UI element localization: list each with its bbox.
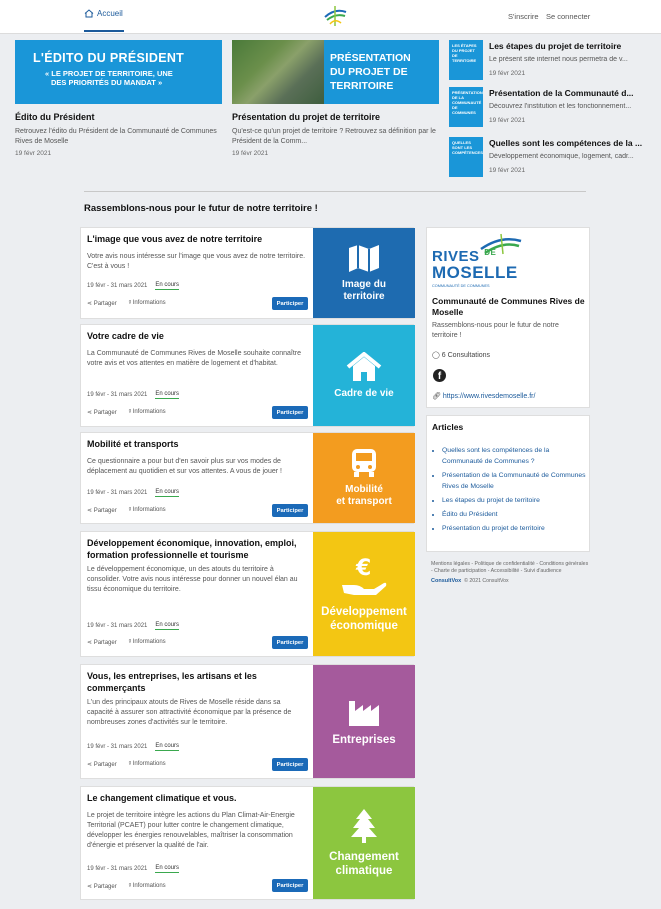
community-panel — [426, 227, 590, 408]
presentation-banner[interactable] — [232, 40, 439, 104]
consultation-card[interactable] — [80, 324, 414, 427]
lightbulb-icon: ᵍ — [128, 639, 133, 645]
featured-title[interactable]: Présentation du projet de territoire — [232, 112, 381, 122]
brand-logo[interactable]: ConsultVox — [431, 578, 462, 584]
share-icon: ⋖ — [87, 640, 94, 646]
login-link[interactable]: Se connecter — [546, 12, 591, 21]
article-desc: Découvrez l'institution et les fonctionnement... — [489, 103, 632, 110]
consultation-title[interactable]: Vous, les entreprises, les artisans et les commerçants — [87, 671, 257, 693]
bus-icon — [350, 448, 378, 478]
article-link[interactable]: • Présentation de la Communauté de Communes Rives de Moselle — [442, 470, 586, 492]
info-link[interactable] — [129, 409, 166, 416]
house-icon — [345, 352, 383, 382]
share-link[interactable] — [87, 639, 117, 646]
article-thumbnail[interactable]: PRÉSENTATION DE LA COMMUNAUTÉ DE COMMUNES — [449, 87, 483, 127]
article-link[interactable]: • Quelles sont les compétences de la Communauté de Communes ? — [442, 445, 586, 467]
banner-text: « LE PROJET DE TERRITOIRE, UNE — [45, 69, 173, 78]
article-date: 19 févr 2021 — [489, 70, 526, 77]
article-link[interactable]: • Présentation du projet de territoire — [442, 523, 586, 534]
nav-active-indicator — [84, 30, 124, 32]
participate-button[interactable]: Participer — [272, 406, 308, 419]
tile-line: climatique — [335, 865, 393, 877]
section-title: Rassemblons-nous pour le futur de notre territoire ! — [84, 203, 318, 214]
consultation-desc: Le projet de territoire intègre les actions du Plan Climat-Air-Energie Territorial (PCAET) pour lutter contre le changement climatique, développer les énergies renouvelables, maîtriser la consommation d'énergie et préserver la qualité de l'air. — [87, 811, 295, 849]
consultation-card[interactable] — [80, 664, 414, 779]
article-link[interactable]: • Édito du Président — [442, 509, 586, 520]
page-footer — [431, 561, 591, 585]
tree-icon — [350, 808, 378, 844]
share-link[interactable] — [87, 300, 117, 307]
facebook-icon[interactable]: f — [433, 369, 446, 382]
consultation-meta — [87, 622, 179, 630]
article-desc: Le présent site internet nous permetra de v... — [489, 56, 628, 63]
consultation-desc: Le développement économique, un des atouts du territoire à consolider. Votre avis nous intéresse pour donner un nouvel élan au tissu économique du territoire. — [87, 566, 298, 593]
banner-text: DES PRIORITÉS DU MANDAT » — [51, 78, 163, 87]
tile-label — [332, 733, 395, 747]
link-icon: 🔗︎ — [432, 393, 443, 400]
consultation-meta — [87, 282, 179, 290]
status-badge: En cours — [155, 282, 180, 288]
share-link[interactable] — [87, 507, 117, 514]
tile-label — [336, 484, 392, 508]
share-label: Partager — [93, 884, 117, 890]
lightbulb-icon: ᵍ — [128, 761, 133, 767]
articles-heading: Articles — [432, 422, 464, 432]
participate-button[interactable]: Participer — [272, 636, 308, 649]
info-label: Informations — [132, 409, 166, 415]
consultation-tile[interactable] — [313, 787, 415, 899]
euro-hand-icon — [340, 555, 388, 599]
svg-text:€: € — [356, 556, 372, 581]
website-label: https://www.rivesdemoselle.fr/ — [442, 393, 536, 400]
share-icon: ⋖ — [87, 508, 94, 514]
home-icon — [84, 9, 94, 18]
side-article[interactable] — [449, 40, 652, 80]
edito-banner[interactable] — [15, 40, 222, 104]
featured-desc: Qu'est-ce qu'un projet de territoire ? Retrouvez sa définition par le Président de la Comm... — [232, 128, 436, 145]
consultation-dates: 19 févr - 31 mars 2021 — [87, 623, 148, 629]
status-badge: En cours — [155, 622, 180, 628]
consultation-tile[interactable] — [313, 228, 415, 318]
featured-date: 19 févr 2021 — [232, 150, 269, 157]
featured-desc: Retrouvez l'édito du Président de la Communauté de Communes Rives de Moselle — [15, 128, 217, 145]
share-icon: ⋖ — [87, 762, 94, 768]
map-icon — [347, 243, 381, 273]
logo-subtitle: COMMUNAUTÉ DE COMMUNES — [432, 284, 490, 288]
nav-home-label: Accueil — [97, 9, 123, 18]
banner-text: DU PROJET DE — [330, 66, 408, 78]
article-thumbnail[interactable]: QUELLES SONT LES COMPÉTENCES — [449, 137, 483, 177]
logo-text: RIVES — [432, 248, 480, 265]
community-name: Communauté de Communes Rives de Moselle — [432, 296, 585, 317]
lightbulb-icon: ᵍ — [128, 409, 133, 415]
article-date: 19 févr 2021 — [489, 167, 526, 174]
consultation-tile[interactable] — [313, 532, 415, 656]
consultation-tile[interactable] — [313, 433, 415, 523]
info-label: Informations — [132, 639, 166, 645]
tile-label — [329, 850, 399, 878]
articles-list — [442, 445, 586, 537]
tile-line: Entreprises — [332, 733, 396, 746]
section-divider — [84, 191, 586, 192]
tile-label — [321, 605, 407, 633]
tile-line: Mobilité — [345, 484, 383, 495]
consultation-card[interactable] — [80, 227, 414, 319]
participate-button[interactable]: Participer — [272, 879, 308, 892]
consultation-title[interactable]: Votre cadre de vie — [87, 331, 164, 341]
consultation-dates: 19 févr - 31 mars 2021 — [87, 490, 148, 496]
copyright: © 2021 ConsultVox — [464, 578, 509, 584]
status-badge: En cours — [155, 391, 180, 397]
top-navigation-bar — [0, 0, 661, 34]
speech-bubble-icon: ◯ — [432, 352, 442, 359]
info-label: Informations — [132, 507, 166, 513]
article-desc: Développement économique, logement, cadr... — [489, 153, 634, 160]
tile-line: Changement — [329, 851, 399, 863]
article-date: 19 févr 2021 — [489, 117, 526, 124]
logo-text: DE — [484, 248, 497, 257]
banner-text: TERRITOIRE — [330, 80, 394, 92]
banner-text: L'ÉDITO DU PRÉSIDENT — [33, 51, 185, 65]
article-thumbnail[interactable]: LES ÉTAPES DU PROJET DE TERRITOIRE — [449, 40, 483, 80]
tile-line: Développement — [321, 606, 407, 618]
consultation-card[interactable] — [80, 531, 414, 657]
signup-link[interactable]: S'inscrire — [508, 12, 539, 21]
article-link[interactable]: • Les étapes du projet de territoire — [442, 495, 586, 506]
article-title[interactable]: Quelles sont les compétences de la ... — [489, 138, 643, 148]
consultation-card[interactable] — [80, 432, 414, 524]
share-label: Partager — [93, 410, 117, 416]
featured-title[interactable]: Édito du Président — [15, 112, 95, 122]
consultation-tile[interactable] — [313, 665, 415, 778]
tile-line: Image du — [342, 279, 386, 290]
tile-line: économique — [330, 620, 398, 632]
share-label: Partager — [93, 640, 117, 646]
consultation-desc: L'un des principaux atouts de Rives de Moselle réside dans sa capacité à assurer son attractivité économique par la présence de nombreuses zones d'activités sur le territoire. — [87, 699, 292, 726]
lightbulb-icon: ᵍ — [128, 883, 133, 889]
lightbulb-icon: ᵍ — [128, 300, 133, 306]
article-title[interactable]: Présentation de la Communauté d... — [489, 88, 634, 98]
site-logo-icon[interactable] — [322, 4, 348, 28]
status-badge: En cours — [155, 865, 180, 871]
footer-links[interactable]: Mentions légales - Politique de confidentialité - Conditions générales - Charte de participation - Accessibilité - Suivi d'audience — [431, 561, 589, 574]
featured-date: 19 févr 2021 — [15, 150, 52, 157]
consultation-desc: Votre avis nous intéresse sur l'image que vous avez de notre territoire. C'est à vous ! — [87, 252, 306, 270]
consultation-title[interactable]: Le changement climatique et vous. — [87, 793, 237, 803]
consultation-meta — [87, 743, 179, 751]
participate-button[interactable]: Participer — [272, 758, 308, 771]
nav-home-link[interactable] — [84, 9, 123, 18]
factory-icon — [347, 697, 381, 727]
status-badge: En cours — [155, 489, 180, 495]
consultation-card[interactable] — [80, 786, 414, 900]
info-link[interactable] — [129, 761, 166, 768]
consultation-title[interactable]: L'image que vous avez de notre territoire — [87, 234, 263, 244]
status-badge: En cours — [155, 743, 180, 749]
consultation-meta — [87, 865, 179, 873]
banner-text: PRÉSENTATION — [330, 52, 411, 64]
info-label: Informations — [132, 883, 166, 889]
tile-label — [334, 388, 393, 400]
share-link[interactable] — [87, 409, 117, 416]
consultation-dates: 19 févr - 31 mars 2021 — [87, 392, 148, 398]
info-label: Informations — [132, 300, 166, 306]
consultation-dates: 19 févr - 31 mars 2021 — [87, 283, 148, 289]
share-icon: ⋖ — [87, 884, 94, 890]
share-link[interactable] — [87, 761, 117, 768]
consultation-tile[interactable] — [313, 325, 415, 426]
consultation-title[interactable]: Développement économique, innovation, emploi, formation professionnelle et tourisme — [87, 538, 297, 560]
share-label: Partager — [93, 762, 117, 768]
aerial-photo — [232, 40, 324, 104]
participate-button[interactable]: Participer — [272, 504, 308, 517]
side-article[interactable] — [449, 87, 652, 127]
consultation-desc: La Communauté de Communes Rives de Moselle souhaite connaître votre avis et vos attentes en matière de logement et d'habitat. — [87, 349, 302, 367]
share-label: Partager — [93, 301, 117, 307]
featured-article-edito[interactable] — [15, 40, 222, 157]
info-label: Informations — [132, 761, 166, 767]
lightbulb-icon: ᵍ — [128, 507, 133, 513]
consultation-count-label: 6 Consultations — [441, 352, 491, 359]
share-icon: ⋖ — [87, 301, 94, 307]
side-article[interactable] — [449, 137, 652, 177]
community-tagline: Rassemblons-nous pour le futur de notre territoire ! — [432, 322, 559, 339]
featured-article-presentation[interactable] — [232, 40, 439, 157]
info-link[interactable] — [129, 639, 166, 646]
consultation-title[interactable]: Mobilité et transports — [87, 439, 179, 449]
consultation-desc: Ce questionnaire a pour but d'en savoir plus sur vos modes de déplacement au quotidien et sur vos attentes. A vous de jouer ! — [87, 457, 282, 475]
consultation-dates: 19 févr - 31 mars 2021 — [87, 744, 148, 750]
share-link[interactable] — [87, 883, 117, 890]
info-link[interactable] — [129, 507, 166, 514]
participate-button[interactable]: Participer — [272, 297, 308, 310]
share-icon: ⋖ — [87, 410, 94, 416]
consultation-meta — [87, 489, 179, 497]
logo-text: MOSELLE — [432, 263, 518, 282]
info-link[interactable] — [129, 883, 166, 890]
articles-panel — [426, 415, 590, 552]
tile-line: Cadre de vie — [334, 387, 394, 399]
consultation-meta — [87, 391, 179, 399]
article-title[interactable]: Les étapes du projet de territoire — [489, 41, 622, 51]
tile-line: territoire — [343, 291, 385, 302]
consultation-dates: 19 févr - 31 mars 2021 — [87, 866, 148, 872]
consultation-count — [432, 351, 490, 359]
share-label: Partager — [93, 508, 117, 514]
website-link[interactable] — [432, 392, 535, 400]
tile-line: et transport — [336, 496, 392, 507]
footer-brand — [431, 578, 591, 585]
info-link[interactable] — [129, 300, 166, 307]
tile-label — [342, 279, 386, 303]
